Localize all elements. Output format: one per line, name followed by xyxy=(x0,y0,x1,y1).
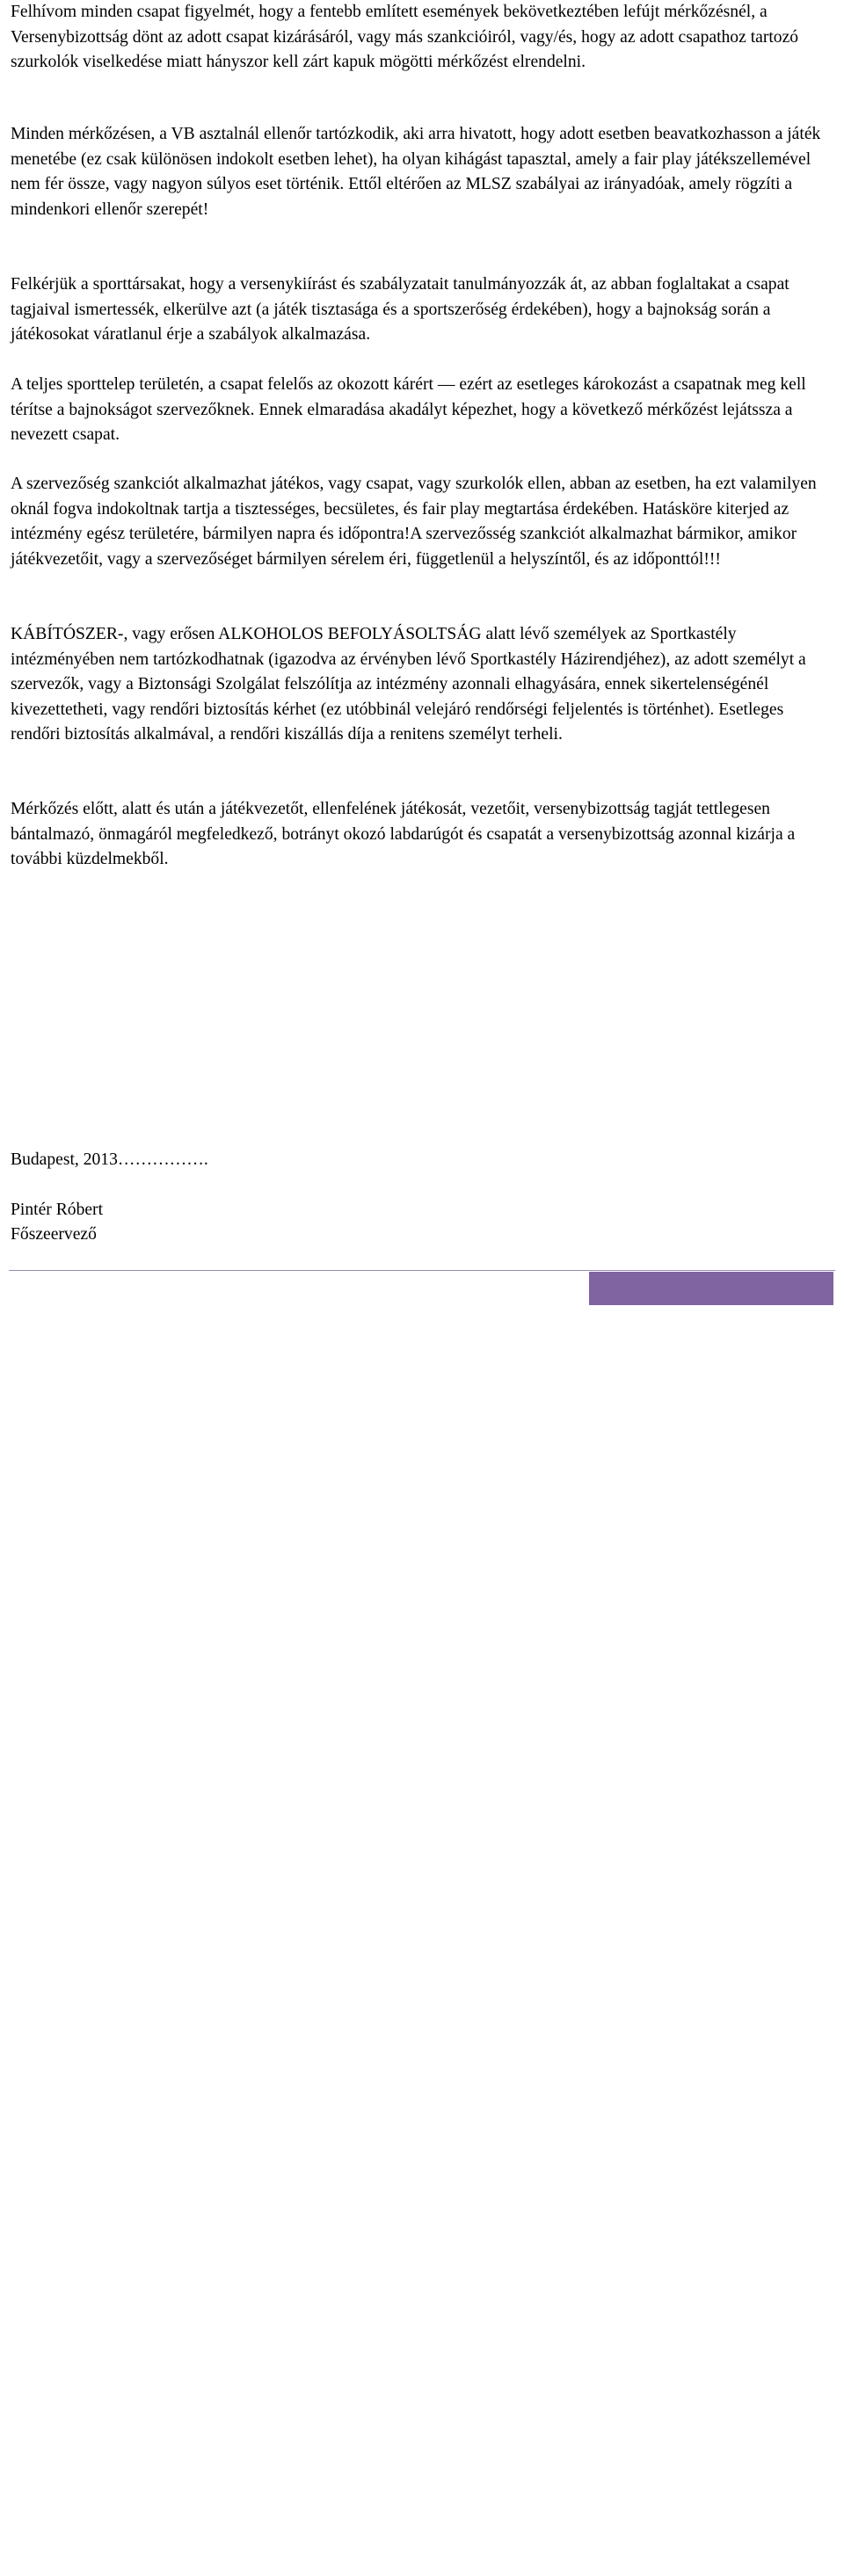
signature-name: Pintér Róbert xyxy=(11,1201,104,1219)
paragraph-3: Felkérjük a sporttársakat, hogy a versenykiírást és szabályzatait tanulmányozzák át, az abban foglaltakat a csapat tagjaival ismertessék, elkerülve azt (a játék tisztasága és a sportszerőség érdekében), hogy a bajnokság során a játékosokat váratlanul érje a szabályok alkalmazása. xyxy=(11,275,789,344)
paragraph-6: KÁBÍTÓSZER-, vagy erősen ALKOHOLOS BEFOLYÁSOLTSÁG alatt lévő személyek az Sportkastély intézményében nem tartózkodhatnak (igazodva az érvényben lévő Sportkastély Házirendjéhez), az adott személyt a szervezők, vagy a Biztonsági Szolgálat felszólítja az intézmény azonnali elhagyására, ennek sikertelenségénél kivezettetheti, vagy rendőri biztosítás kérhet (ez utóbbinál velejáró rendőrségi feljelentés is történhet). Esetleges rendőri biztosítás alkalmával, a rendőri kiszállás díja a renitens személyt terheli. xyxy=(11,625,806,744)
footer-band xyxy=(9,1272,589,1305)
paragraph-4: A teljes sporttelep területén, a csapat felelős az okozott kárért — ezért az esetleges károkozást a csapatnak meg kell térítse a bajnokságot szervezőknek. Ennek elmaradása akadályt képezhet, hogy a következő mérkőzést lejátssza a nevezett csapat. xyxy=(11,375,806,444)
footer-page-number-bar xyxy=(589,1272,833,2570)
paragraph-2: Minden mérkőzésen, a VB asztalnál ellenőr tartózkodik, aki arra hivatott, hogy adott esetben beavatkozhasson a játék menetébe (ez csak különösen indokolt esetben lehet), ha olyan kihágást tapasztal, amely a fair play játékszellemével nem fér össze, vagy nagyon súlyos eset történik. Ettől eltérően az MLSZ szabályai az irányadóak, amely rögzíti a mindenkori ellenőr szerepét! xyxy=(11,125,821,219)
page-number: 10 xyxy=(805,2551,823,2570)
paragraph-1: Felhívom minden csapat figyelmét, hogy a fentebb említett események bekövetkeztében lefújt mérkőzésnél, a Versenybizottság dönt az adott csapat kizárásáról, vagy más szankcióiról, vagy/és, hogy az adott csapathoz tartozó szurkolók viselkedése miatt hányszor kell zárt kapuk mögötti mérkőzést elrendelni. xyxy=(11,3,799,71)
paragraph-5: A szervezőség szankciót alkalmazhat játékos, vagy csapat, vagy szurkolók ellen, abban az esetben, ha ezt valamilyen oknál fogva indokoltnak tartja a tisztességes, becsületes, és fair play megtartása érdekében. Hatásköre kiterjed az intézmény egész területére, bármilyen napra és időpontra!A szervezősség szankciót alkalmazhat bármikor, amikor játékvezetőit, vagy a szervezőséget bármilyen sérelem éri, függetlenül a helyszíntől, és az időponttól!!! xyxy=(11,475,817,569)
footer-divider xyxy=(9,1270,835,1271)
signature-place-date: Budapest, 2013……………. xyxy=(11,1150,208,1169)
signature-title: Főszeervező xyxy=(11,1225,97,1244)
paragraph-7: Mérkőzés előtt, alatt és után a játékvezetőt, ellenfelének játékosát, vezetőit, versenybizottság tagját tettlegesen bántalmazó, önmagáról megfeledkező, botrányt okozó labdarúgót és csapatát a versenybizottság azonnal kizárja a további küzdelmekből. xyxy=(11,800,796,868)
